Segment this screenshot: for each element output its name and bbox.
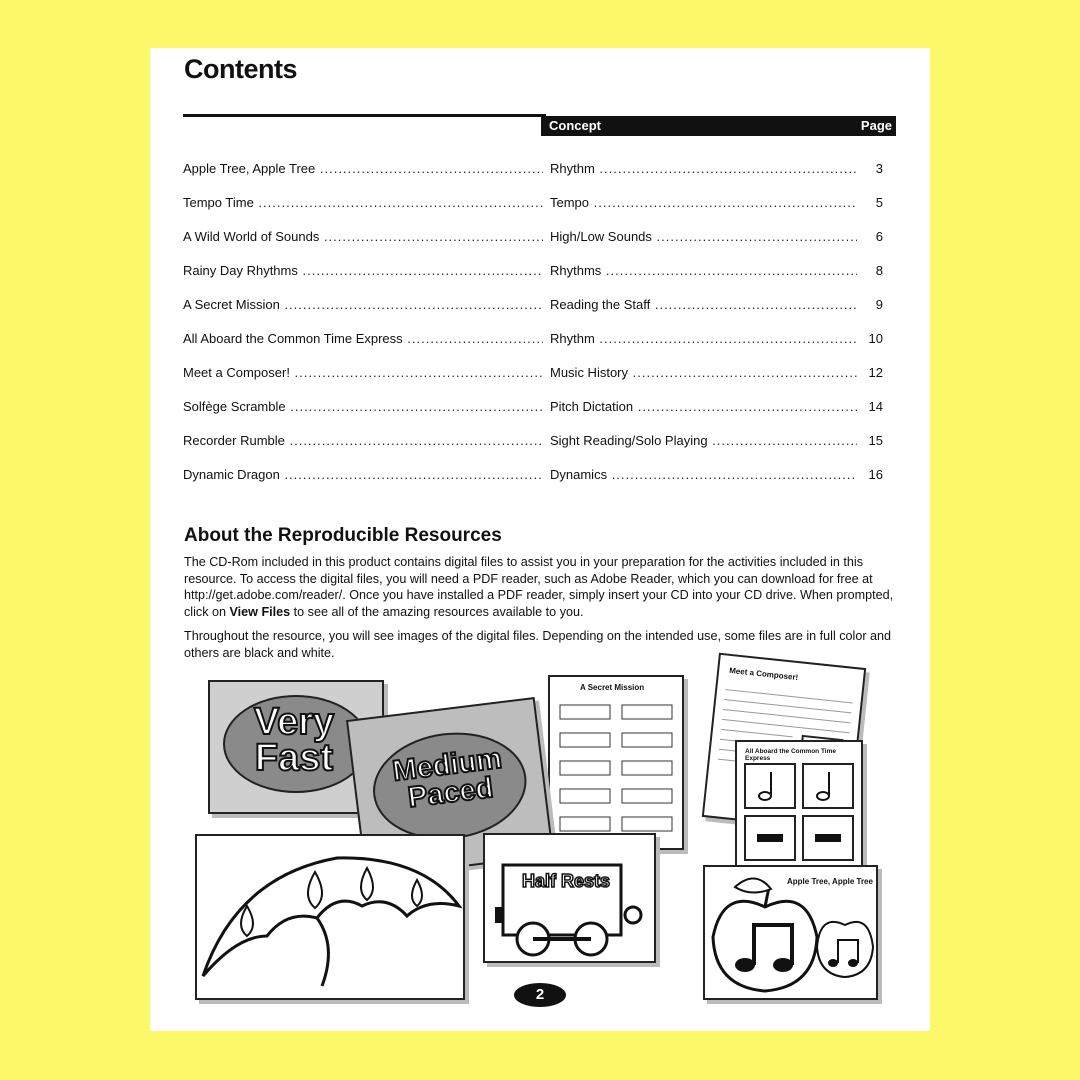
toc-header-bar (541, 116, 896, 136)
common-time-thumbnail (735, 740, 863, 870)
toc-row (183, 399, 883, 433)
half-rests-label: Half Rests (521, 871, 611, 891)
toc-page: 16 (857, 467, 883, 482)
toc-page: 3 (857, 161, 883, 176)
toc-concept: Tempo ..... (550, 195, 883, 210)
toc-title: Rainy Day Rhythms ..... (183, 263, 543, 278)
secret-mission-label: A Secret Mission (580, 683, 645, 692)
toc-row (183, 297, 883, 331)
toc-title: Tempo Time ..... (183, 195, 543, 210)
toc-list (183, 161, 883, 501)
about-paragraph-2: Throughout the resource, you will see images of the digital files. Depending on the intended use, some files are in full color and others are black and white. (184, 629, 892, 660)
toc-page: 15 (857, 433, 883, 448)
secret-mission-thumbnail (548, 675, 684, 850)
toc-row (183, 467, 883, 501)
toc-page: 5 (857, 195, 883, 210)
concept-header: Concept (549, 118, 601, 133)
toc-row (183, 365, 883, 399)
toc-concept: Rhythm ..... (550, 331, 883, 346)
toc-concept: High/Low Sounds ..... (550, 229, 883, 244)
toc-title: All Aboard the Common Time Express ..... (183, 331, 543, 346)
apple-icon (705, 867, 876, 998)
toc-page: 10 (857, 331, 883, 346)
title-rule (183, 114, 546, 117)
toc-title: A Wild World of Sounds ..... (183, 229, 543, 244)
apple-tree-thumbnail (703, 865, 878, 1000)
apple-tree-label: Apple Tree, Apple Tree (787, 877, 873, 886)
toc-page: 12 (857, 365, 883, 380)
toc-title: Solfège Scramble ..... (183, 399, 543, 414)
page-number: 2 (514, 983, 566, 1007)
toc-concept: Music History ..... (550, 365, 883, 380)
umbrella-icon (197, 836, 463, 998)
toc-row (183, 263, 883, 297)
toc-concept: Pitch Dictation ..... (550, 399, 883, 414)
document-page (150, 48, 930, 1031)
toc-page: 14 (857, 399, 883, 414)
toc-concept: Rhythm ..... (550, 161, 883, 176)
toc-title: Recorder Rumble ..... (183, 433, 543, 448)
medium-paced-label: Medium Paced (390, 742, 504, 814)
toc-title: A Secret Mission ..... (183, 297, 543, 312)
toc-page: 8 (857, 263, 883, 278)
train-car-icon (485, 835, 654, 961)
about-heading: About the Reproducible Resources (184, 525, 502, 546)
toc-concept: Rhythms ..... (550, 263, 883, 278)
toc-row (183, 433, 883, 467)
toc-row (183, 195, 883, 229)
toc-concept: Sight Reading/Solo Playing ..... (550, 433, 883, 448)
view-files-text: View Files (229, 604, 291, 619)
toc-title: Meet a Composer! ..... (183, 365, 543, 380)
meet-composer-label: Meet a Composer! (728, 665, 799, 683)
common-time-label: All Aboard the Common Time Express (745, 748, 837, 762)
very-fast-label: Very Fast (253, 701, 335, 780)
toc-title: Dynamic Dragon ..... (183, 467, 543, 482)
about-paragraph-1: The CD-Rom included in this product contains digital files to assist you in your preparation for the activities included in this resource. To access the digital files, you will need a PDF reader, such as Adobe Reader, which you can download for free at http://get.adobe.com/reader/. Once you have installed a PDF reader, simply insert your CD into your CD drive. When prompted, click on View Files to see all of the amazing resources available to you. (184, 555, 894, 619)
page-header: Page (860, 118, 892, 133)
toc-page: 6 (857, 229, 883, 244)
staff-boxes-icon (550, 697, 682, 847)
note-cards-icon (737, 760, 861, 870)
toc-concept: Reading the Staff ..... (550, 297, 883, 312)
toc-title: Apple Tree, Apple Tree ..... (183, 161, 543, 176)
toc-page: 9 (857, 297, 883, 312)
toc-concept: Dynamics ..... (550, 467, 883, 482)
half-rests-thumbnail (483, 833, 656, 963)
umbrella-thumbnail (195, 834, 465, 1000)
toc-row (183, 161, 883, 195)
toc-row (183, 229, 883, 263)
page-title: Contents (184, 54, 297, 84)
toc-row (183, 331, 883, 365)
